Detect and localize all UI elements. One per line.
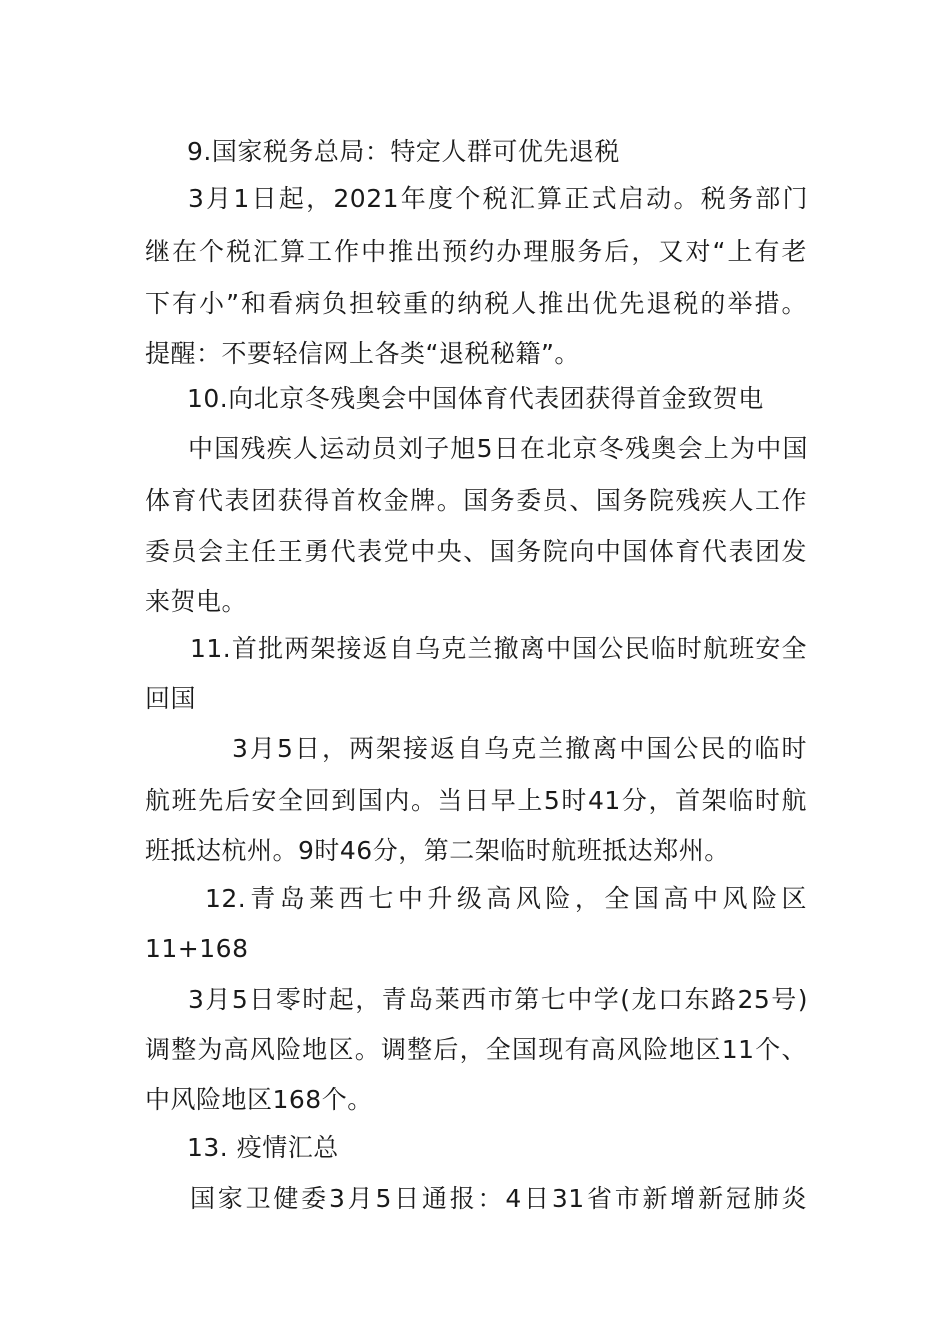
paragraph-line: 继在个税汇算工作中推出预约办理服务后，又对“上有老: [145, 237, 807, 266]
paragraph-line: 调整为高风险地区。调整后，全国现有高风险地区11个、: [145, 1035, 807, 1064]
paragraph-line: 航班先后安全回到国内。当日早上5时41分，首架临时航: [145, 786, 807, 815]
paragraph-line: 委员会主任王勇代表党中央、国务院向中国体育代表团发: [145, 537, 807, 566]
heading-item-10: 10.向北京冬残奥会中国体育代表团获得首金致贺电: [187, 384, 764, 413]
heading-item-11: 11.首批两架接返自乌克兰撤离中国公民临时航班安全: [190, 634, 807, 663]
paragraph-line: 中风险地区168个。: [145, 1085, 373, 1114]
paragraph-line: 国家卫健委3月5日通报：4日31省市新增新冠肺炎: [190, 1184, 807, 1213]
paragraph-line: 体育代表团获得首枚金牌。国务委员、国务院残疾人工作: [145, 486, 807, 515]
heading-item-11-continued: 回国: [145, 684, 197, 713]
paragraph-line: 3月1日起，2021年度个税汇算正式启动。税务部门: [188, 184, 808, 213]
paragraph-line: 中国残疾人运动员刘子旭5日在北京冬残奥会上为中国: [188, 434, 808, 463]
heading-item-12-continued: 11+168: [145, 934, 249, 963]
paragraph-line: 3月5日，两架接返自乌克兰撤离中国公民的临时: [232, 734, 807, 763]
paragraph-line: 提醒：不要轻信网上各类“退税秘籍”。: [145, 339, 580, 368]
heading-item-13: 13. 疫情汇总: [187, 1133, 339, 1162]
paragraph-line: 来贺电。: [145, 587, 248, 616]
heading-item-9: 9.国家税务总局：特定人群可优先退税: [187, 137, 620, 166]
paragraph-line: 班抵达杭州。9时46分，第二架临时航班抵达郑州。: [145, 836, 730, 865]
paragraph-line: 3月5日零时起，青岛莱西市第七中学(龙口东路25号): [188, 985, 808, 1014]
paragraph-line: 下有小”和看病负担较重的纳税人推出优先退税的举措。: [145, 289, 807, 318]
heading-item-12: 12.青岛莱西七中升级高风险，全国高中风险区: [205, 884, 807, 913]
